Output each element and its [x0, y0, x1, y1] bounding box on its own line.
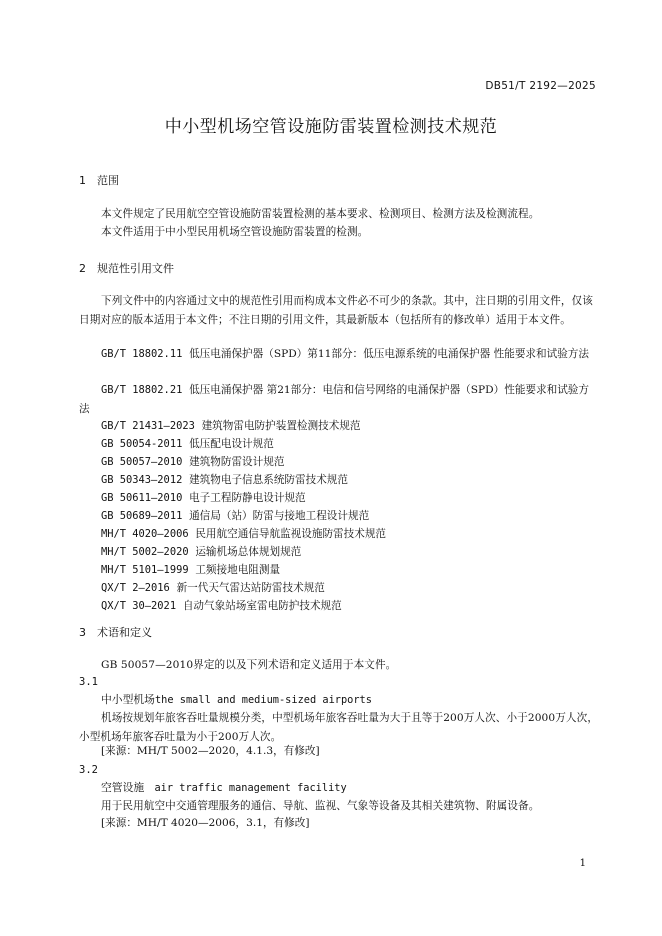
reference-code: GB/T 18802.11	[101, 348, 183, 360]
reference-name: 低压电涌保护器（SPD）第11部分：低压电源系统的电涌保护器 性能要求和试验方法	[189, 348, 589, 360]
term-chinese-name: 空管设施	[101, 781, 145, 794]
term-english-name: air traffic management facility	[154, 782, 347, 794]
normative-intro-paragraph: 下列文件中的内容通过文中的规范性引用而构成本文件必不可少的条款。其中，注日期的引用文件，仅该日期对应的版本适用于本文件；不注日期的引用文件，其最新版本（包括所有的修改单）适用于本文件。	[79, 295, 593, 326]
reference-code: GB 50343—2012	[101, 474, 183, 486]
reference-code: GB 50689—2011	[101, 510, 183, 522]
terms-intro-paragraph: GB 50057—2010界定的以及下列术语和定义适用于本文件。	[101, 659, 397, 671]
term-number: 3.1	[79, 676, 98, 688]
reference-item	[79, 381, 599, 418]
page-number: 1	[579, 858, 586, 869]
reference-item	[79, 471, 599, 490]
reference-code: GB 50054-2011	[101, 438, 183, 450]
reference-name: 工频接地电阻测量	[195, 564, 281, 576]
scope-paragraph-2: 本文件适用于中小型民用机场空管设施防雷装置的检测。	[101, 226, 369, 238]
reference-item	[79, 435, 599, 454]
term-source: [来源：MH/T 4020—2006，3.1，有修改]	[101, 817, 310, 829]
reference-name: 低压电涌保护器 第21部分：电信和信号网络的电涌保护器（SPD）性能要求和试验方法	[79, 384, 589, 415]
reference-item	[79, 417, 599, 436]
reference-name: 建筑物防雷设计规范	[189, 456, 285, 468]
term-definition: 用于民用航空中交通管理服务的通信、导航、监视、气象等设备及其相关建筑物、附属设备。	[101, 800, 540, 812]
term-chinese-name: 中小型机场	[101, 693, 155, 706]
reference-item	[79, 597, 599, 616]
reference-name: 低压配电设计规范	[189, 438, 274, 450]
reference-code: GB/T 18802.21	[101, 384, 183, 396]
reference-item	[79, 345, 599, 364]
reference-code: MH/T 4020—2006	[101, 528, 189, 540]
scope-paragraph-1: 本文件规定了民用航空空管设施防雷装置检测的基本要求、检测项目、检测方法及检测流程。	[101, 208, 540, 220]
reference-code: GB/T 21431—2023	[101, 420, 195, 432]
section-title: 范围	[97, 174, 119, 187]
reference-name: 电子工程防静电设计规范	[189, 492, 306, 504]
reference-name: 新一代天气雷达站防雷技术规范	[176, 582, 325, 594]
reference-code: QX/T 30—2021	[101, 600, 177, 612]
reference-item	[79, 561, 599, 580]
term-source: [来源：MH/T 5002—2020，4.1.3，有修改]	[101, 745, 320, 757]
section-number: 2	[79, 262, 86, 275]
reference-code: QX/T 2—2016	[101, 582, 170, 594]
reference-code: GB 50057—2010	[101, 456, 183, 468]
term-definition: 机场按规划年旅客吞吐量规模分类，中型机场年旅客吞吐量为大于且等于200万人次、小于2000万人次，小型机场年旅客吞吐量为小于200万人次。	[79, 712, 599, 743]
reference-item	[79, 543, 599, 562]
reference-item	[79, 579, 599, 598]
term-number: 3.2	[79, 764, 98, 776]
term-english-name: the small and medium-sized airports	[154, 694, 372, 706]
reference-name: 运输机场总体规划规范	[195, 546, 302, 558]
standard-code: DB51/T 2192—2025	[485, 80, 596, 92]
reference-item	[79, 525, 599, 544]
section-number: 3	[79, 626, 86, 639]
section-title: 术语和定义	[97, 626, 152, 639]
reference-name: 建筑物电子信息系统防雷技术规范	[189, 474, 348, 486]
section-title: 规范性引用文件	[97, 262, 174, 275]
section-number: 1	[79, 174, 86, 187]
term-heading	[101, 780, 347, 795]
reference-item	[79, 453, 599, 472]
section-2-heading	[79, 260, 174, 276]
reference-code: MH/T 5101—1999	[101, 564, 189, 576]
section-1-heading	[79, 172, 119, 188]
reference-code: GB 50611—2010	[101, 492, 183, 504]
document-title: 中小型机场空管设施防雷装置检测技术规范	[164, 117, 498, 137]
section-3-heading	[79, 624, 152, 640]
reference-item	[79, 507, 599, 526]
reference-code: MH/T 5002—2020	[101, 546, 189, 558]
reference-name: 民用航空通信导航监视设施防雷技术规范	[195, 528, 387, 540]
reference-item	[79, 489, 599, 508]
term-heading	[101, 692, 372, 707]
reference-name: 通信局（站）防雷与接地工程设计规范	[189, 510, 370, 522]
reference-name: 自动气象站场室雷电防护技术规范	[182, 600, 342, 612]
reference-name: 建筑物雷电防护装置检测技术规范	[201, 420, 361, 432]
